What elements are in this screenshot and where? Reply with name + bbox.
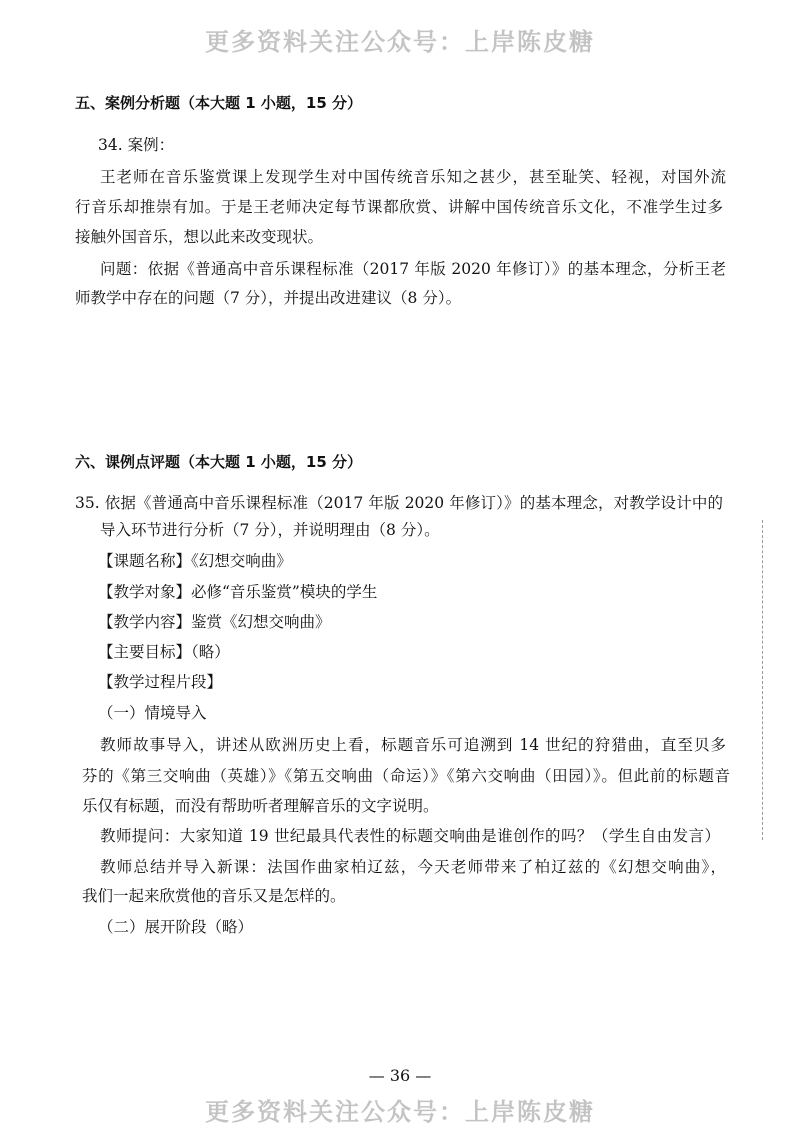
teacher-question: 教师提问：大家知道 19 世纪最具代表性的标题交响曲是谁创作的吗？（学生自由发言） <box>100 827 720 845</box>
item-title: 【课题名称】《幻想交响曲》 <box>98 552 292 570</box>
q34-label: 34. 案例： <box>98 136 175 154</box>
case-line-2: 行音乐却推崇有加。于是王老师决定每节课都欣赏、讲解中国传统音乐文化，不准学生过多 <box>75 198 723 216</box>
item-content: 【教学内容】鉴赏《幻想交响曲》 <box>98 613 331 631</box>
case-line-3: 接触外国音乐，想以此来改变现状。 <box>75 228 324 246</box>
watermark-bottom: 更多资料关注公众号：上岸陈皮糖 <box>205 1098 595 1126</box>
summary-line-1: 教师总结并导入新课：法国作曲家柏辽兹，今天老师带来了柏辽兹的《幻想交响曲》， <box>100 858 726 876</box>
page-number: — 36 — <box>368 1066 432 1085</box>
item-target: 【教学对象】必修“音乐鉴赏”模块的学生 <box>98 583 378 601</box>
case-line-1: 王老师在音乐鉴赏课上发现学生对中国传统音乐知之甚少，甚至耻笑、轻视，对国外流 <box>100 168 726 186</box>
section5-heading: 五、案例分析题（本大题 1 小题，15 分） <box>75 94 362 112</box>
question-line-1: 问题：依据《普通高中音乐课程标准（2017 年版 2020 年修订）》的基本理念，分析王老 <box>100 260 726 278</box>
phase2: （二）展开阶段（略） <box>98 918 254 936</box>
story-line-1: 教师故事导入，讲述从欧洲历史上看，标题音乐可追溯到 14 世纪的狩猎曲，直至贝多 <box>100 736 726 754</box>
section6-heading: 六、课例点评题（本大题 1 小题，15 分） <box>75 453 362 471</box>
binding-divider <box>762 520 763 840</box>
q35-line-1: 35. 依据《普通高中音乐课程标准（2017 年版 2020 年修订）》的基本理念，对教学设计中的 <box>75 494 723 512</box>
watermark-top: 更多资料关注公众号：上岸陈皮糖 <box>205 28 595 56</box>
story-line-2: 芬的《第三交响曲（英雄）》《第五交响曲（命运）》《第六交响曲（田园）》。但此前的标题音 <box>82 767 730 785</box>
story-line-3: 乐仅有标题，而没有帮助听者理解音乐的文字说明。 <box>82 797 439 815</box>
item-process: 【教学过程片段】 <box>98 673 223 691</box>
summary-line-2: 我们一起来欣赏他的音乐又是怎样的。 <box>82 887 346 905</box>
question-line-2: 师教学中存在的问题（7 分），并提出改进建议（8 分）。 <box>75 289 462 307</box>
item-goal: 【主要目标】（略） <box>98 643 230 661</box>
item-phase1: （一）情境导入 <box>98 704 207 722</box>
q35-line-2: 导入环节进行分析（7 分），并说明理由（8 分）。 <box>100 521 440 539</box>
